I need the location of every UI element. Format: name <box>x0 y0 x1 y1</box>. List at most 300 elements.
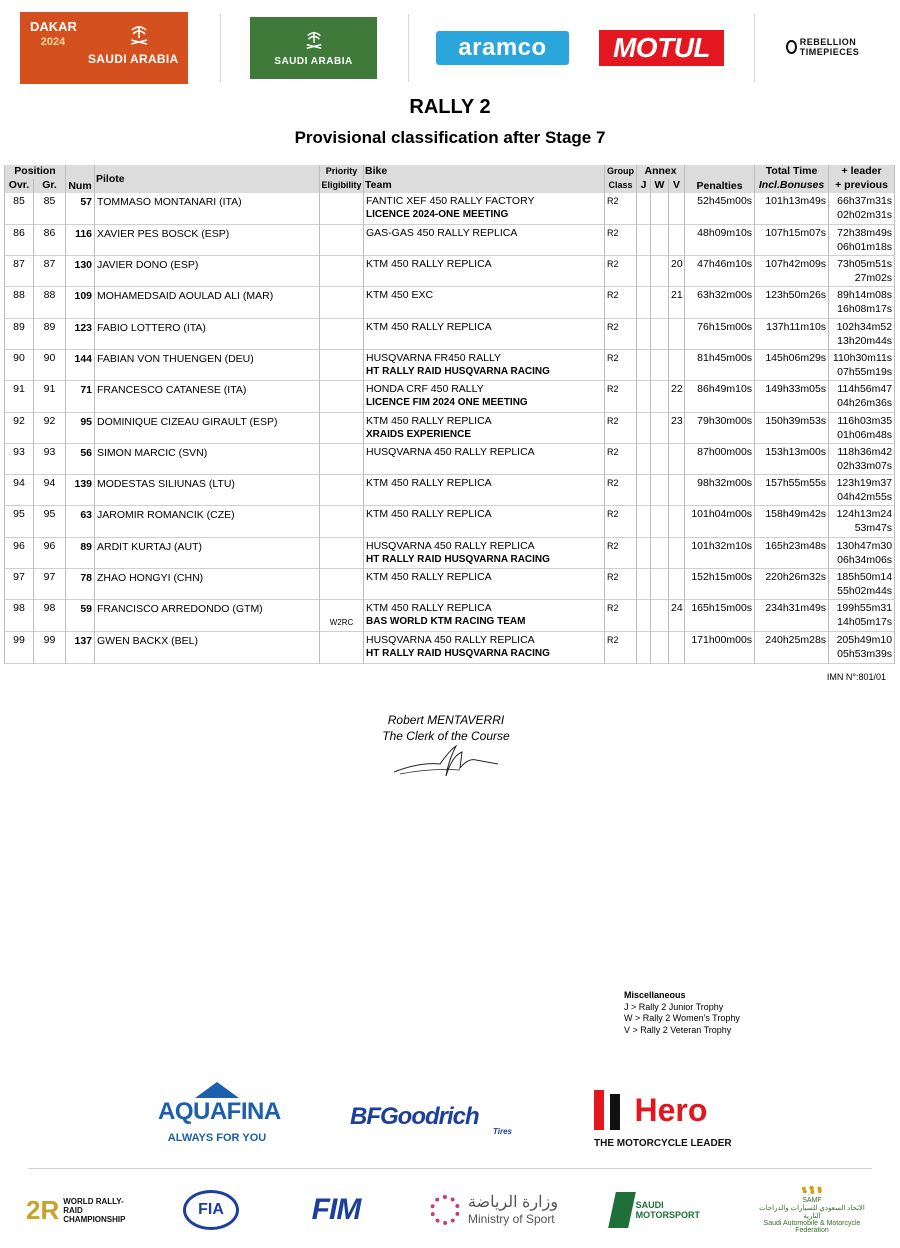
cell-class: R2 <box>605 506 637 537</box>
cell-ovr: 90 <box>5 349 34 380</box>
bike-model: KTM 450 RALLY REPLICA <box>366 602 492 615</box>
cell-class: R2 <box>605 537 637 568</box>
cell-ovr: 88 <box>5 287 34 318</box>
bike-model: KTM 450 RALLY REPLICA <box>366 414 492 427</box>
cell-j <box>637 506 651 537</box>
cell-gr: 85 <box>34 193 66 224</box>
gap-previous: 13h20m44s <box>837 334 893 347</box>
saudi-motorsport-text: SAUDI MOTORSPORT <box>635 1200 700 1220</box>
cell-pilote: SIMON MARCIC (SVN) <box>95 443 320 474</box>
cell-bike-team <box>364 224 605 255</box>
cell-total: 107h15m07s <box>755 224 829 255</box>
cell-bike-team <box>364 443 605 474</box>
cell-gaps <box>829 443 895 474</box>
cell-v <box>669 318 685 349</box>
cell-total: 107h42m09s <box>755 256 829 287</box>
cell-j <box>637 443 651 474</box>
cell-j <box>637 349 651 380</box>
team-name: LICENCE FIM 2024 ONE MEETING <box>366 397 528 409</box>
cell-num: 137 <box>66 632 95 663</box>
cell-total: 240h25m28s <box>755 632 829 663</box>
dakar-saudi-text: SAUDI ARABIA <box>88 52 179 66</box>
cell-ovr: 98 <box>5 600 34 632</box>
cell-gr: 95 <box>34 506 66 537</box>
bike-model: HUSQVARNA 450 RALLY REPLICA <box>366 539 535 552</box>
dakar-wordmark: DAKAR <box>30 19 77 34</box>
cell-gaps <box>829 318 895 349</box>
cell-total: 137h11m10s <box>755 318 829 349</box>
cell-priority <box>320 318 364 349</box>
team-name: HT RALLY RAID HUSQVARNA RACING <box>366 365 550 377</box>
col-group: Group <box>605 165 637 179</box>
gap-leader: 89h14m08s <box>837 289 893 302</box>
team-name: LICENCE 2024-ONE MEETING <box>366 209 509 220</box>
cell-j <box>637 475 651 506</box>
cell-class: R2 <box>605 287 637 318</box>
gap-previous: 01h06m48s <box>837 428 893 441</box>
gap-leader: 199h55m31 <box>836 602 893 615</box>
cell-num: 56 <box>66 443 95 474</box>
cell-ovr: 97 <box>5 569 34 600</box>
table-row <box>5 349 895 380</box>
cell-class: R2 <box>605 318 637 349</box>
cell-j <box>637 193 651 224</box>
col-total: Total Time <box>755 165 829 179</box>
cell-gaps <box>829 381 895 412</box>
cell-num: 89 <box>66 537 95 568</box>
cell-gaps <box>829 600 895 632</box>
cell-penalties: 81h45m00s <box>685 349 755 380</box>
cell-total: 157h55m55s <box>755 475 829 506</box>
cell-v: 22 <box>669 381 685 412</box>
cell-w <box>651 506 669 537</box>
cell-class: R2 <box>605 475 637 506</box>
dakar-year: 2024 <box>40 36 66 48</box>
table-row <box>5 475 895 506</box>
cell-class: R2 <box>605 349 637 380</box>
cell-pilote: MOHAMEDSAID AOULAD ALI (MAR) <box>95 287 320 318</box>
bfgoodrich-tires: Tires <box>493 1127 512 1136</box>
cell-w <box>651 475 669 506</box>
cell-priority <box>320 349 364 380</box>
cell-priority <box>320 193 364 224</box>
cell-num: 123 <box>66 318 95 349</box>
cell-pilote: DOMINIQUE CIZEAU GIRAULT (ESP) <box>95 412 320 443</box>
cell-class: R2 <box>605 193 637 224</box>
cell-w <box>651 443 669 474</box>
w2rc-text: WORLD RALLY-RAID CHAMPIONSHIP <box>63 1196 126 1224</box>
cell-gaps <box>829 537 895 568</box>
cell-total: 153h13m00s <box>755 443 829 474</box>
cell-gr: 93 <box>34 443 66 474</box>
header-divider <box>754 14 755 82</box>
cell-v <box>669 443 685 474</box>
col-v: V <box>669 179 685 193</box>
col-position: Position <box>5 165 66 179</box>
gap-leader: 110h30m11s <box>832 351 893 364</box>
table-row <box>5 537 895 568</box>
cell-class: R2 <box>605 381 637 412</box>
cell-penalties: 47h46m10s <box>685 256 755 287</box>
table-row <box>5 506 895 537</box>
cell-j <box>637 256 651 287</box>
gap-previous: 53m47s <box>854 522 893 535</box>
cell-penalties: 171h00m00s <box>685 632 755 663</box>
cell-gaps <box>829 475 895 506</box>
team-name: HT RALLY RAID HUSQVARNA RACING <box>366 648 550 660</box>
col-class: Class <box>605 179 637 193</box>
cell-priority <box>320 381 364 412</box>
dakar-logo <box>20 12 188 84</box>
col-team: Team <box>364 179 605 193</box>
cell-v <box>669 537 685 568</box>
cell-w <box>651 349 669 380</box>
cell-bike-team <box>364 632 605 663</box>
cell-ovr: 93 <box>5 443 34 474</box>
cell-bike-team <box>364 600 605 632</box>
misc-junior: J > Rally 2 Junior Trophy <box>624 1001 724 1012</box>
bike-model: KTM 450 RALLY REPLICA <box>366 571 492 584</box>
cell-bike-team <box>364 475 605 506</box>
cell-w <box>651 632 669 663</box>
gap-leader: 123h19m37 <box>836 477 893 490</box>
bfgoodrich-wordmark: BFGoodrich <box>350 1103 479 1130</box>
cell-priority <box>320 506 364 537</box>
cell-class: R2 <box>605 224 637 255</box>
table-row <box>5 318 895 349</box>
gap-previous: 02h02m31s <box>837 209 893 221</box>
cell-gaps <box>829 287 895 318</box>
col-annex: Annex <box>637 165 685 179</box>
aquafina-tagline: ALWAYS FOR YOU <box>167 1132 267 1144</box>
classification-rows <box>5 193 895 663</box>
cell-pilote: ZHAO HONGYI (CHN) <box>95 569 320 600</box>
gap-leader: 205h49m10 <box>836 634 893 647</box>
cell-gr: 87 <box>34 256 66 287</box>
cell-penalties: 52h45m00s <box>685 193 755 224</box>
cell-gr: 86 <box>34 224 66 255</box>
cell-priority <box>320 287 364 318</box>
imn-number: IMN N°:801/01 <box>826 672 886 682</box>
clerk-name: Robert MENTAVERRI <box>387 713 505 727</box>
cell-pilote: FABIAN VON THUENGEN (DEU) <box>95 349 320 380</box>
cell-num: 71 <box>66 381 95 412</box>
cell-gr: 88 <box>34 287 66 318</box>
hero-logo <box>594 1090 736 1149</box>
cell-ovr: 87 <box>5 256 34 287</box>
cell-gr: 94 <box>34 475 66 506</box>
col-j: J <box>637 179 651 193</box>
table-row <box>5 600 895 632</box>
col-eligibility: Eligibility <box>320 179 364 193</box>
page-title: RALLY 2 <box>409 96 491 118</box>
cell-w <box>651 412 669 443</box>
clerk-role: The Clerk of the Course <box>382 729 510 743</box>
cell-ovr: 89 <box>5 318 34 349</box>
fia-logo <box>182 1188 240 1232</box>
table-row <box>5 569 895 600</box>
gap-leader: 114h56m47 <box>837 383 893 396</box>
cell-v <box>669 475 685 506</box>
cell-penalties: 101h32m10s <box>685 537 755 568</box>
cell-priority <box>320 256 364 287</box>
table-row <box>5 256 895 287</box>
cell-bike-team <box>364 256 605 287</box>
mountain-icon <box>195 1082 239 1098</box>
bike-model: HUSQVARNA 450 RALLY REPLICA <box>366 634 535 647</box>
cell-gr: 89 <box>34 318 66 349</box>
cell-class: R2 <box>605 256 637 287</box>
cell-penalties: 101h04m00s <box>685 506 755 537</box>
cell-j <box>637 412 651 443</box>
motorsport-mark-icon <box>608 1192 635 1228</box>
team-name: HT RALLY RAID HUSQVARNA RACING <box>366 553 550 565</box>
cell-penalties: 48h09m10s <box>685 224 755 255</box>
aquafina-logo <box>158 1082 281 1144</box>
cell-num: 130 <box>66 256 95 287</box>
col-ovr: Ovr. <box>5 179 34 193</box>
table-row <box>5 287 895 318</box>
cell-class: R2 <box>605 569 637 600</box>
col-gr: Gr. <box>34 179 66 193</box>
gap-leader: 185h50m14 <box>836 571 893 584</box>
cell-priority <box>320 569 364 600</box>
cell-total: 165h23m48s <box>755 537 829 568</box>
cell-w <box>651 224 669 255</box>
col-incl-bonuses: Incl.Bonuses <box>755 179 829 193</box>
cell-bike-team <box>364 569 605 600</box>
cell-bike-team <box>364 506 605 537</box>
gap-leader: 118h36m42 <box>837 445 893 458</box>
cell-pilote: XAVIER PES BOSCK (ESP) <box>95 224 320 255</box>
cell-pilote: FABIO LOTTERO (ITA) <box>95 318 320 349</box>
cell-class: R2 <box>605 632 637 663</box>
cell-pilote: FRANCESCO CATANESE (ITA) <box>95 381 320 412</box>
header-divider <box>408 14 409 82</box>
col-w: W <box>651 179 669 193</box>
cell-v <box>669 224 685 255</box>
gap-leader: 102h34m52 <box>836 320 893 333</box>
cell-gaps <box>829 412 895 443</box>
cell-j <box>637 600 651 632</box>
bike-model: KTM 450 RALLY REPLICA <box>366 320 492 333</box>
table-row <box>5 443 895 474</box>
cell-ovr: 94 <box>5 475 34 506</box>
signature-block <box>300 712 592 744</box>
cell-gr: 90 <box>34 349 66 380</box>
cell-w <box>651 537 669 568</box>
aramco-logo: aramco <box>436 31 569 65</box>
cell-priority <box>320 537 364 568</box>
cell-ovr: 85 <box>5 193 34 224</box>
gap-previous: 06h01m18s <box>837 240 893 253</box>
col-leader: + leader <box>829 165 895 179</box>
cell-penalties: 165h15m00s <box>685 600 755 632</box>
gap-previous: 07h55m19s <box>837 365 893 378</box>
samf-logo <box>752 1188 872 1232</box>
cell-j <box>637 224 651 255</box>
cell-priority <box>320 443 364 474</box>
ministry-english: Ministry of Sport <box>467 1212 555 1226</box>
gap-previous: 55h02m44s <box>837 585 893 598</box>
cell-ovr: 86 <box>5 224 34 255</box>
miscellaneous-legend <box>624 990 740 1036</box>
footer-divider <box>28 1168 872 1169</box>
cell-total: 150h39m53s <box>755 412 829 443</box>
table-row <box>5 224 895 255</box>
cell-bike-team <box>364 287 605 318</box>
cell-num: 57 <box>66 193 95 224</box>
cell-bike-team <box>364 318 605 349</box>
col-previous: + previous <box>829 179 895 193</box>
hero-mark-icon <box>594 1090 624 1130</box>
cell-class: R2 <box>605 412 637 443</box>
gap-previous: 14h05m17s <box>837 616 893 629</box>
cell-penalties: 98h32m00s <box>685 475 755 506</box>
aquafina-wordmark: AQUAFINA <box>158 1098 281 1125</box>
ministry-arabic: وزارة الرياضة <box>467 1194 559 1211</box>
cell-gaps <box>829 224 895 255</box>
cell-v: 24 <box>669 600 685 632</box>
cell-penalties: 87h00m00s <box>685 443 755 474</box>
table-row <box>5 381 895 412</box>
bike-model: HONDA CRF 450 RALLY <box>366 383 484 396</box>
col-pilote: Pilote <box>95 165 320 193</box>
cell-gaps <box>829 193 895 224</box>
gap-leader: 72h38m49s <box>837 226 893 239</box>
bike-model: KTM 450 EXC <box>366 289 434 302</box>
gap-leader: 66h37m31s <box>837 195 893 207</box>
motul-logo: MOTUL <box>599 30 724 66</box>
cell-gaps <box>829 256 895 287</box>
misc-women: W > Rally 2 Women's Trophy <box>624 1013 740 1023</box>
cell-j <box>637 318 651 349</box>
cell-pilote: FRANCISCO ARREDONDO (GTM) <box>95 600 320 632</box>
rebellion-logo <box>786 36 880 58</box>
cell-v <box>669 632 685 663</box>
header-logos <box>0 0 900 92</box>
gap-previous: 02h33m07s <box>837 459 893 472</box>
saudi-motorsport-logo <box>612 1188 702 1232</box>
cell-v <box>669 569 685 600</box>
gap-leader: 130h47m30 <box>836 539 893 552</box>
samf-abbr: SAMF <box>802 1197 822 1204</box>
cell-gr: 96 <box>34 537 66 568</box>
samf-emblem-icon <box>799 1186 825 1194</box>
cell-j <box>637 569 651 600</box>
cell-total: 158h49m42s <box>755 506 829 537</box>
fia-wordmark: FIA <box>183 1190 239 1230</box>
palm-swords-icon <box>128 24 150 48</box>
cell-penalties: 76h15m00s <box>685 318 755 349</box>
table-row <box>5 632 895 663</box>
cell-num: 95 <box>66 412 95 443</box>
cell-w <box>651 569 669 600</box>
cell-w <box>651 381 669 412</box>
cell-total: 149h33m05s <box>755 381 829 412</box>
cell-num: 139 <box>66 475 95 506</box>
bike-model: GAS-GAS 450 RALLY REPLICA <box>366 226 518 239</box>
gap-previous: 05h53m39s <box>837 648 893 661</box>
saudi-arabia-text: SAUDI ARABIA <box>274 55 353 67</box>
misc-heading: Miscellaneous <box>624 990 686 1000</box>
hero-tagline: THE MOTORCYCLE LEADER <box>594 1138 732 1149</box>
cell-penalties: 86h49m10s <box>685 381 755 412</box>
team-name: BAS WORLD KTM RACING TEAM <box>366 616 526 628</box>
cell-num: 109 <box>66 287 95 318</box>
cell-pilote: ARDIT KURTAJ (AUT) <box>95 537 320 568</box>
gap-previous: 27m02s <box>854 272 893 285</box>
gap-previous: 04h42m55s <box>837 491 893 504</box>
cell-j <box>637 287 651 318</box>
cell-num: 63 <box>66 506 95 537</box>
handwritten-signature <box>390 742 500 782</box>
cell-pilote: GWEN BACKX (BEL) <box>95 632 320 663</box>
cell-v: 23 <box>669 412 685 443</box>
saudi-arabia-logo <box>250 17 377 79</box>
cell-w <box>651 193 669 224</box>
gap-previous: 06h34m06s <box>837 553 893 566</box>
samf-arabic: الاتحاد السعودي للسيارات والدراجات النارية <box>759 1205 865 1220</box>
cell-priority: W2RC <box>320 600 364 632</box>
header-divider <box>220 14 221 82</box>
cell-ovr: 91 <box>5 381 34 412</box>
ministry-of-sport-logo <box>424 1188 564 1232</box>
cell-v: 21 <box>669 287 685 318</box>
bike-model: FANTIC XEF 450 RALLY FACTORY <box>366 195 535 207</box>
cell-num: 59 <box>66 600 95 632</box>
cell-total: 220h26m32s <box>755 569 829 600</box>
bike-model: HUSQVARNA 450 RALLY REPLICA <box>366 445 535 458</box>
cell-ovr: 95 <box>5 506 34 537</box>
cell-pilote: JAROMIR ROMANCIK (CZE) <box>95 506 320 537</box>
cell-ovr: 99 <box>5 632 34 663</box>
team-name: XRAIDS EXPERIENCE <box>366 428 472 440</box>
cell-gr: 97 <box>34 569 66 600</box>
fim-logo: FIM <box>311 1193 361 1226</box>
cell-ovr: 92 <box>5 412 34 443</box>
hero-wordmark: Hero <box>634 1091 708 1128</box>
cell-bike-team <box>364 537 605 568</box>
cell-pilote: TOMMASO MONTANARI (ITA) <box>95 193 320 224</box>
gap-previous: 16h08m17s <box>837 303 893 316</box>
cell-priority <box>320 475 364 506</box>
cell-num: 116 <box>66 224 95 255</box>
cell-num: 78 <box>66 569 95 600</box>
page-subtitle: Provisional classification after Stage 7 <box>294 128 606 147</box>
cell-w <box>651 600 669 632</box>
gap-leader: 124h13m24 <box>836 508 893 521</box>
cell-pilote: JAVIER DONO (ESP) <box>95 256 320 287</box>
cell-v <box>669 349 685 380</box>
cell-priority <box>320 224 364 255</box>
cell-bike-team <box>364 193 605 224</box>
cell-gaps <box>829 632 895 663</box>
cell-class: R2 <box>605 600 637 632</box>
cell-gr: 91 <box>34 381 66 412</box>
palm-swords-icon <box>304 30 324 52</box>
gap-leader: 116h03m35 <box>837 414 893 427</box>
cell-class: R2 <box>605 443 637 474</box>
cell-penalties: 79h30m00s <box>685 412 755 443</box>
samf-english: Saudi Automobile & Motorcycle Federation <box>763 1220 861 1234</box>
bike-model: KTM 450 RALLY REPLICA <box>366 258 492 271</box>
cell-gaps <box>829 506 895 537</box>
bike-model: HUSQVARNA FR450 RALLY <box>366 351 502 364</box>
flower-icon <box>430 1195 460 1225</box>
gap-leader: 73h05m51s <box>837 258 893 271</box>
table-row <box>5 193 895 224</box>
